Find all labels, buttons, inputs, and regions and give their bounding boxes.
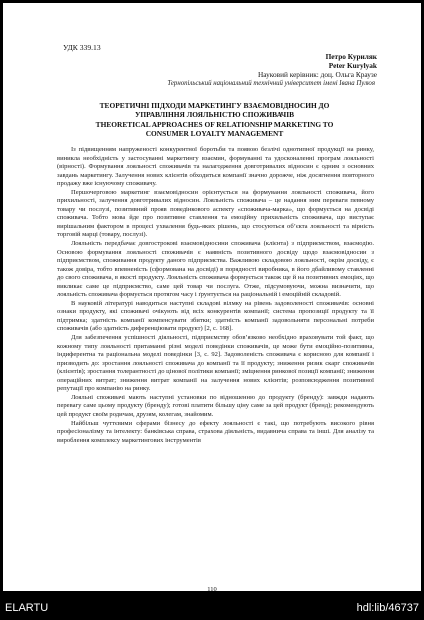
author-name-ua: Петро Куриляк — [325, 52, 377, 61]
paragraph: Першочерговою маркетинг взаємовідносин орієнтується на формування лояльності споживача, його прихильності, залучення довготривалих відносин. Лояльність споживача – це надання ним переваги певному товару чи послузі, позитивний прояв поведінкового аспекту «споживача-марка», що формується на досвіді споживача. Тобто мова йде про позитивне ставлення та емоційну прихильність споживача, що виступає вирішальним фактором в процесі ухвалення будь-яких рішень, що стосуються об’єкта лояльності та вірність торговій марці (товару, послузі). — [57, 188, 374, 239]
handle-id: hdl:lib/46737 — [356, 602, 419, 614]
author-name-en: Peter Kurylyak — [328, 61, 377, 70]
page-number: 110 — [207, 586, 217, 593]
author-block — [258, 52, 377, 79]
body-text — [57, 146, 374, 445]
title-en-line-2: CONSUMER LOYALTY MANAGEMENT — [145, 129, 284, 139]
paragraph: Лояльність передбачає довгострокові взаємовідносини споживача (клієнта) з підприємством, взаємодію. Основою формування лояльності споживачів є наявність позитивного досвіду щодо взаємовідносин з підприємством, споживання продукту даного підприємства. Важливою складовою лояльності, окрім досвіду, є також довіра, тобто впевненість (сформована на досвіді) в порядності виробника, в його дбайливому ставленні до свого споживача, в якості продукту. Лояльність споживача формується також ще й на позитивних емоціях, що викликає саме це підприємство, саме цей товар чи послуга. Отже, підсумовуючи, можна визначити, що лояльність споживача формується протягом часу і ґрунтується на раціональній і емоційній складовій. — [57, 240, 374, 299]
paragraph: Із підвищенням напруженості конкурентної боротьби та появою безлічі однотипної продукції на ринку, виникла необхідність у застосуванні маркетингу взаємин, формуванні та удосконаленні програм лояльності (вірності). Формування лояльності споживачів та налагодження довготривалих відносин є одним з основних завдань маркетингу. Залучення нових клієнтів обходиться компанії значно дорожче, ніж досягнення повторного продажу вже існуючому споживачу. — [57, 146, 374, 188]
supervisor: Науковий керівник: доц. Ольга Краузе — [258, 70, 377, 79]
paragraph: Найбільш чуттєвими сферами бізнесу до ефекту лояльності є такі, що потребують високого рівня професіоналізму та інтелекту: банківська справа, страхова діяльність, видавнича справа та інші. Для аналізу та вироблення комплексу маркетингових інструментів — [57, 419, 374, 444]
document-page — [3, 3, 421, 591]
affiliation: Тернопільський національний технічний університет імені Івана Пулюя — [167, 80, 375, 87]
title-en-line-1: THEORETICAL APPROACHES OF RELATIONSHIP MARKETING TO — [95, 119, 334, 129]
udc-code: УДК 339.13 — [63, 43, 101, 52]
repository-footer — [0, 598, 424, 620]
paragraph: Лояльні споживачі мають наступні установки по відношенню до продукту (бренду): завжди надають перевагу саме цьому продукту (бренду); готові платити більшу ціну саме за цей продукт (бренд); рекомендують цей продукт своїм родичам, друзям, колегам, знайомим. — [57, 393, 374, 418]
repository-name: ELARTU — [5, 602, 49, 614]
paper-title — [58, 101, 371, 139]
title-ua-line-1: ТЕОРЕТИЧНІ ПІДХОДИ МАРКЕТИНГУ ВЗАЄМОВІДНОСИН ДО — [99, 101, 330, 110]
title-ua-line-2: УПРАВЛІННЯ ЛОЯЛЬНІСТЮ СПОЖИВАЧІВ — [134, 110, 295, 120]
paragraph: Для забезпечення успішності діяльності, підприємству обов’язково необхідно враховувати той факт, що кожному типу лояльності притаманні різні моделі поведінки споживачів, це може бути емоційно-позитивна, індиферентна та раціональна моделі поведінки [3, с. 92]. Задоволеність споживача є корисною для компанії і призводить до: зростання лояльності споживача до компанії та її продукту; зниження ризик скарг споживачів (клієнтів); зростання толерантності до цінової політики компанії; зміцнення ринкової позиції компанії; зниження операційних витрат; зниження витрат компанії на залучення нових клієнтів; розповсюдження позитивної репутації про компанію на ринку. — [57, 334, 374, 393]
paragraph: В науковій літературі наводиться наступні складові вілмку на рівень задоволеності споживачів: основні ознаки продукту, які споживачі очікують від всіх конкурентів компанії; система пропозиції продукту та її підтримка; здатність компанії компенсувати збитки; здатність компанії задовольняти персональні потреби споживачів (або здатність диференціювати продукт) [2, с. 168]. — [57, 299, 374, 333]
